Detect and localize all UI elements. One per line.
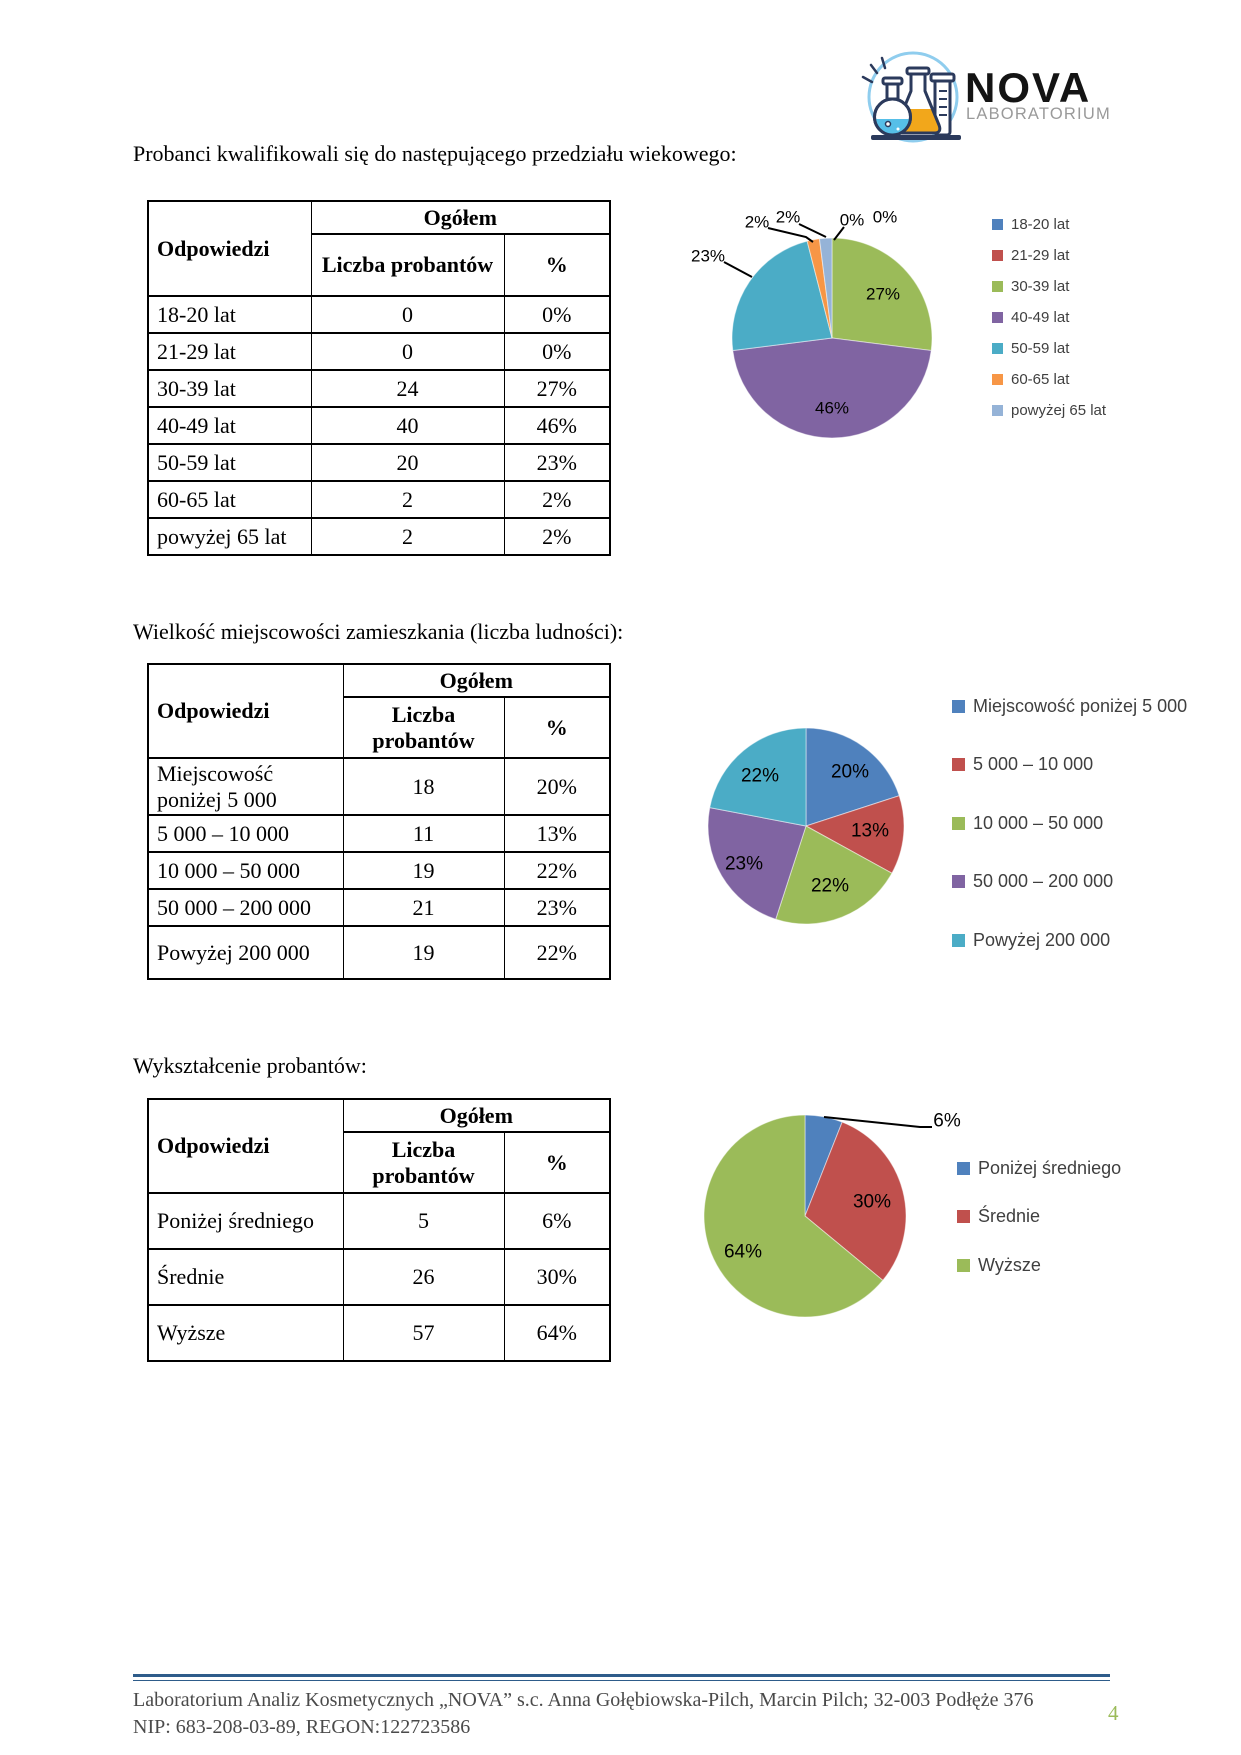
- table-corner-header: Odpowiedzi: [148, 1099, 343, 1193]
- table-row: [148, 518, 610, 555]
- table-row: [148, 444, 610, 481]
- row-count: 5: [343, 1193, 504, 1249]
- table-row: [148, 370, 610, 407]
- legend-item: [992, 364, 1106, 395]
- legend-color-swatch: [952, 758, 965, 771]
- legend-color-swatch: [992, 312, 1003, 323]
- label-leader-line: [768, 228, 813, 242]
- legend-color-swatch: [952, 875, 965, 888]
- row-pct: 23%: [504, 889, 610, 926]
- legend-item: [957, 1254, 1121, 1276]
- lab-flasks-icon: [775, 45, 1120, 145]
- footer-line2: NIP: 683-208-03-89, REGON:122723586: [133, 1716, 471, 1738]
- row-count: 20: [311, 444, 504, 481]
- row-count: 19: [343, 926, 504, 979]
- row-count: 11: [343, 815, 504, 852]
- city-size-table: [147, 663, 611, 980]
- legend-label: 50 000 – 200 000: [973, 871, 1114, 891]
- legend-item: [952, 871, 1187, 893]
- label-leader-line: [724, 262, 752, 277]
- age-table: [147, 200, 611, 556]
- row-label: 10 000 – 50 000: [148, 852, 343, 889]
- footer-line1: Laboratorium Analiz Kosmetycznych „NOVA” s.c. Anna Gołębiowska-Pilch, Marcin Pilch; 32-003 Podłęże 376: [133, 1689, 1034, 1711]
- slice-percentage-label: 6%: [933, 1110, 961, 1132]
- table-row: [148, 296, 610, 333]
- education-chart-legend: [957, 1157, 1121, 1303]
- section-heading-age: Probanci kwalifikowali się do następującego przedziału wiekowego:: [133, 141, 737, 166]
- table-col-count-header: Liczba probantów: [343, 697, 504, 758]
- legend-item: [957, 1157, 1121, 1179]
- legend-label: 10 000 – 50 000: [973, 812, 1104, 833]
- legend-color-swatch: [952, 700, 965, 713]
- table-row: [148, 926, 610, 979]
- row-label: Wyższe: [148, 1305, 343, 1361]
- row-label: 18-20 lat: [148, 296, 311, 333]
- row-pct: 0%: [504, 333, 610, 370]
- slice-percentage-label: 30%: [852, 1191, 892, 1213]
- row-label: 21-29 lat: [148, 333, 311, 370]
- table-row: [148, 815, 610, 852]
- row-label: 5 000 – 10 000: [148, 815, 343, 852]
- legend-color-swatch: [957, 1210, 970, 1223]
- row-label: powyżej 65 lat: [148, 518, 311, 555]
- table-group-header: Ogółem: [343, 1099, 610, 1132]
- table-header-row: [148, 1099, 610, 1132]
- legend-item: [957, 1206, 1121, 1228]
- row-pct: 0%: [504, 296, 610, 333]
- legend-label: 30-39 lat: [1011, 278, 1070, 295]
- row-pct: 30%: [504, 1249, 610, 1305]
- age-chart-legend: [992, 209, 1106, 426]
- table-row: [148, 407, 610, 444]
- row-pct: 22%: [504, 852, 610, 889]
- row-label: Poniżej średniego: [148, 1193, 343, 1249]
- legend-color-swatch: [992, 219, 1003, 230]
- row-count: 40: [311, 407, 504, 444]
- legend-label: Średnie: [978, 1206, 1041, 1226]
- row-pct: 46%: [504, 407, 610, 444]
- table-row: [148, 889, 610, 926]
- page-number: 4: [1108, 1701, 1119, 1725]
- row-pct: 13%: [504, 815, 610, 852]
- row-pct: 6%: [504, 1193, 610, 1249]
- table-col-pct-header: %: [504, 234, 610, 296]
- legend-label: powyżej 65 lat: [1011, 402, 1107, 419]
- section-heading-education: Wykształcenie probantów:: [133, 1053, 367, 1078]
- row-count: 21: [343, 889, 504, 926]
- table-row: [148, 1305, 610, 1361]
- legend-color-swatch: [992, 281, 1003, 292]
- legend-color-swatch: [957, 1162, 970, 1175]
- legend-label: Miejscowość poniżej 5 000: [973, 695, 1188, 716]
- legend-color-swatch: [992, 343, 1003, 354]
- legend-item: [992, 395, 1106, 426]
- legend-item: [952, 929, 1187, 951]
- slice-percentage-label: 2%: [775, 207, 801, 227]
- slice-percentage-label: 46%: [814, 398, 850, 418]
- slice-percentage-label: 23%: [724, 853, 764, 875]
- legend-item: [992, 302, 1106, 333]
- row-label: 50 000 – 200 000: [148, 889, 343, 926]
- label-leader-line: [799, 224, 826, 237]
- slice-percentage-label: 22%: [810, 875, 850, 897]
- row-pct: 22%: [504, 926, 610, 979]
- table-row: [148, 852, 610, 889]
- section-heading-city-size: Wielkość miejscowości zamieszkania (liczba ludności):: [133, 619, 624, 644]
- slice-percentage-label: 22%: [740, 765, 780, 787]
- row-count: 26: [343, 1249, 504, 1305]
- table-row: [148, 1193, 610, 1249]
- row-pct: 23%: [504, 444, 610, 481]
- pie-slice: [733, 338, 931, 438]
- legend-label: Poniżej średniego: [978, 1157, 1122, 1178]
- slice-percentage-label: 64%: [723, 1241, 763, 1263]
- row-count: 24: [311, 370, 504, 407]
- slice-percentage-label: 2%: [744, 212, 770, 232]
- slice-percentage-label: 0%: [839, 210, 865, 230]
- slice-percentage-label: 27%: [865, 284, 901, 304]
- row-label: Średnie: [148, 1249, 343, 1305]
- table-row: [148, 1249, 610, 1305]
- city-size-chart-legend: [952, 695, 1187, 988]
- legend-color-swatch: [992, 374, 1003, 385]
- legend-item: [952, 695, 1187, 717]
- legend-label: 40-49 lat: [1011, 309, 1070, 326]
- table-col-count-header: Liczba probantów: [343, 1132, 504, 1193]
- legend-color-swatch: [952, 934, 965, 947]
- table-group-header: Ogółem: [311, 201, 610, 234]
- row-count: 57: [343, 1305, 504, 1361]
- slice-percentage-label: 20%: [830, 761, 870, 783]
- table-row: [148, 758, 610, 815]
- row-pct: 2%: [504, 481, 610, 518]
- legend-color-swatch: [992, 250, 1003, 261]
- legend-item: [992, 271, 1106, 302]
- row-label: 30-39 lat: [148, 370, 311, 407]
- table-row: [148, 333, 610, 370]
- legend-label: Powyżej 200 000: [973, 929, 1111, 950]
- table-header-row: [148, 664, 610, 697]
- legend-item: [952, 812, 1187, 834]
- legend-label: 50-59 lat: [1011, 340, 1070, 357]
- table-group-header: Ogółem: [343, 664, 610, 697]
- legend-item: [992, 209, 1106, 240]
- education-table: [147, 1098, 611, 1362]
- legend-label: 5 000 – 10 000: [973, 754, 1094, 774]
- table-row: [148, 481, 610, 518]
- row-count: 2: [311, 481, 504, 518]
- legend-color-swatch: [992, 405, 1003, 416]
- legend-label: 18-20 lat: [1011, 216, 1070, 233]
- legend-item: [952, 754, 1187, 776]
- row-count: 0: [311, 333, 504, 370]
- row-pct: 2%: [504, 518, 610, 555]
- footer-divider: [133, 1674, 1110, 1681]
- legend-label: Wyższe: [978, 1254, 1041, 1275]
- footer: [133, 1687, 1133, 1741]
- legend-color-swatch: [957, 1259, 970, 1272]
- legend-item: [992, 333, 1106, 364]
- row-label: Powyżej 200 000: [148, 926, 343, 979]
- slice-percentage-label: 13%: [850, 820, 890, 842]
- slice-percentage-label: 0%: [872, 207, 898, 227]
- slice-percentage-label: 23%: [690, 246, 726, 266]
- row-label: 60-65 lat: [148, 481, 311, 518]
- legend-label: 21-29 lat: [1011, 247, 1070, 264]
- logo-title: NOVA: [965, 64, 1092, 111]
- table-corner-header: Odpowiedzi: [148, 664, 343, 758]
- legend-item: [992, 240, 1106, 271]
- logo-subtitle: LABORATORIUM: [966, 105, 1111, 123]
- row-count: 19: [343, 852, 504, 889]
- row-label: 40-49 lat: [148, 407, 311, 444]
- legend-label: 60-65 lat: [1011, 371, 1070, 388]
- legend-color-swatch: [952, 817, 965, 830]
- row-label: 50-59 lat: [148, 444, 311, 481]
- row-pct: 20%: [504, 758, 610, 815]
- table-col-pct-header: %: [504, 1132, 610, 1193]
- row-label: Miejscowość poniżej 5 000: [148, 758, 343, 815]
- nova-laboratorium-logo: [775, 45, 1120, 145]
- table-col-count-header: Liczba probantów: [311, 234, 504, 296]
- row-pct: 64%: [504, 1305, 610, 1361]
- row-count: 0: [311, 296, 504, 333]
- row-pct: 27%: [504, 370, 610, 407]
- table-corner-header: Odpowiedzi: [148, 201, 311, 296]
- table-header-row: [148, 201, 610, 234]
- table-col-pct-header: %: [504, 697, 610, 758]
- row-count: 18: [343, 758, 504, 815]
- row-count: 2: [311, 518, 504, 555]
